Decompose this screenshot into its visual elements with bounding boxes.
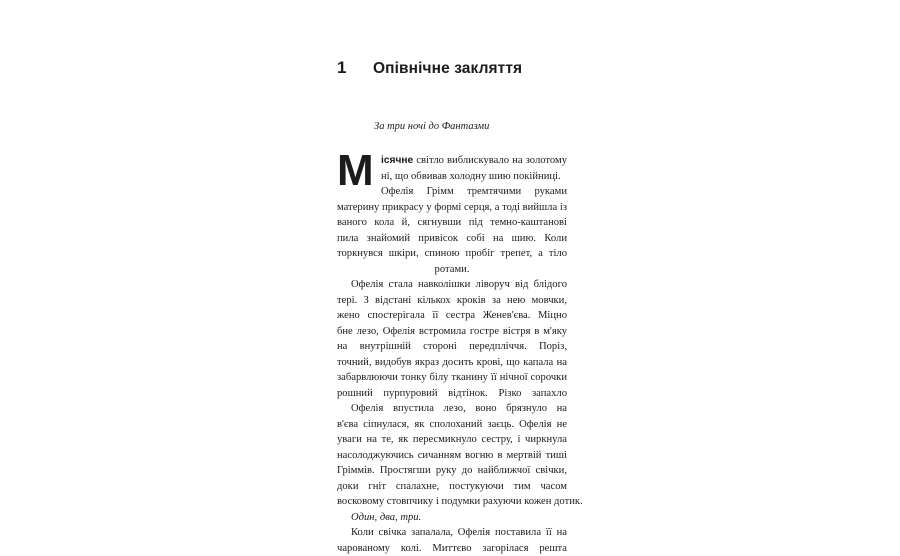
text-line: ваного кола й, сягнувши під темно-каштанові: [337, 215, 567, 231]
text-line: точний, видобув якраз досить крові, що капала на: [337, 355, 567, 371]
text-line: Офелія Грімм тремтячими руками: [337, 184, 567, 200]
chapter-title: Опівнічне закляття: [373, 60, 522, 78]
text-line: Коли свічка запалала, Офелія поставила її на: [337, 525, 567, 541]
text-line: бне лезо, Офелія встромила гостре вістря в м'яку: [337, 324, 567, 340]
first-word: ісячне: [381, 155, 413, 166]
text-line: ротами.: [337, 262, 567, 278]
text-line: Один, два, три.: [337, 510, 567, 526]
text-line: ні, що обвивав холодну шию покійниці.: [337, 169, 567, 185]
drop-cap: М: [337, 149, 374, 193]
text-line: забарвлюючи тонку білу тканину її нічної сорочки: [337, 370, 567, 386]
text-line: тері. З відстані кількох кроків за нею мовчки,: [337, 293, 567, 309]
text-line: Офелія впустила лезо, воно брязнуло на: [337, 401, 567, 417]
text-line: торкнувся шкіри, спиною пробіг трепет, а тіло: [337, 246, 567, 262]
text-line: материну прикрасу у формі серця, а тоді вийшла із: [337, 200, 567, 216]
epigraph: За три ночі до Фантазми: [374, 121, 489, 132]
chapter-number: 1: [337, 58, 373, 78]
text-line: [337, 153, 567, 169]
text-line: уваги на те, як пересмикнуло сестру, і чиркнула: [337, 432, 567, 448]
first-line-rest: світло виблискувало на золотому: [381, 155, 567, 169]
text-line: пила знайомий привісок собі на шию. Коли: [337, 231, 567, 247]
text-line: насолоджуючись сичанням вогню в мертвій тиші: [337, 448, 567, 464]
text-line: восковому стовпчику і подумки рахуючи кожен дотик.: [337, 494, 567, 510]
text-line: рошний пурпуровий відтінок. Різко запахло: [337, 386, 567, 402]
body-text: [337, 153, 567, 556]
chapter-heading: [337, 58, 522, 82]
text-line: Гріммів. Простягши руку до найближчої свічки,: [337, 463, 567, 479]
text-line: в'єва сіпнулася, як сполоханий заєць. Офелія не: [337, 417, 567, 433]
text-line: Офелія стала навколішки ліворуч від блідого: [337, 277, 567, 293]
text-line: на внутрішній стороні передпліччя. Поріз,: [337, 339, 567, 355]
text-line: чарованому колі. Миттєво загорілася решта: [337, 541, 567, 556]
text-line: доки гніт спалахне, постукуючи тим часом: [337, 479, 567, 495]
text-line: жено спостерігала її сестра Женев'єва. Міцно: [337, 308, 567, 324]
